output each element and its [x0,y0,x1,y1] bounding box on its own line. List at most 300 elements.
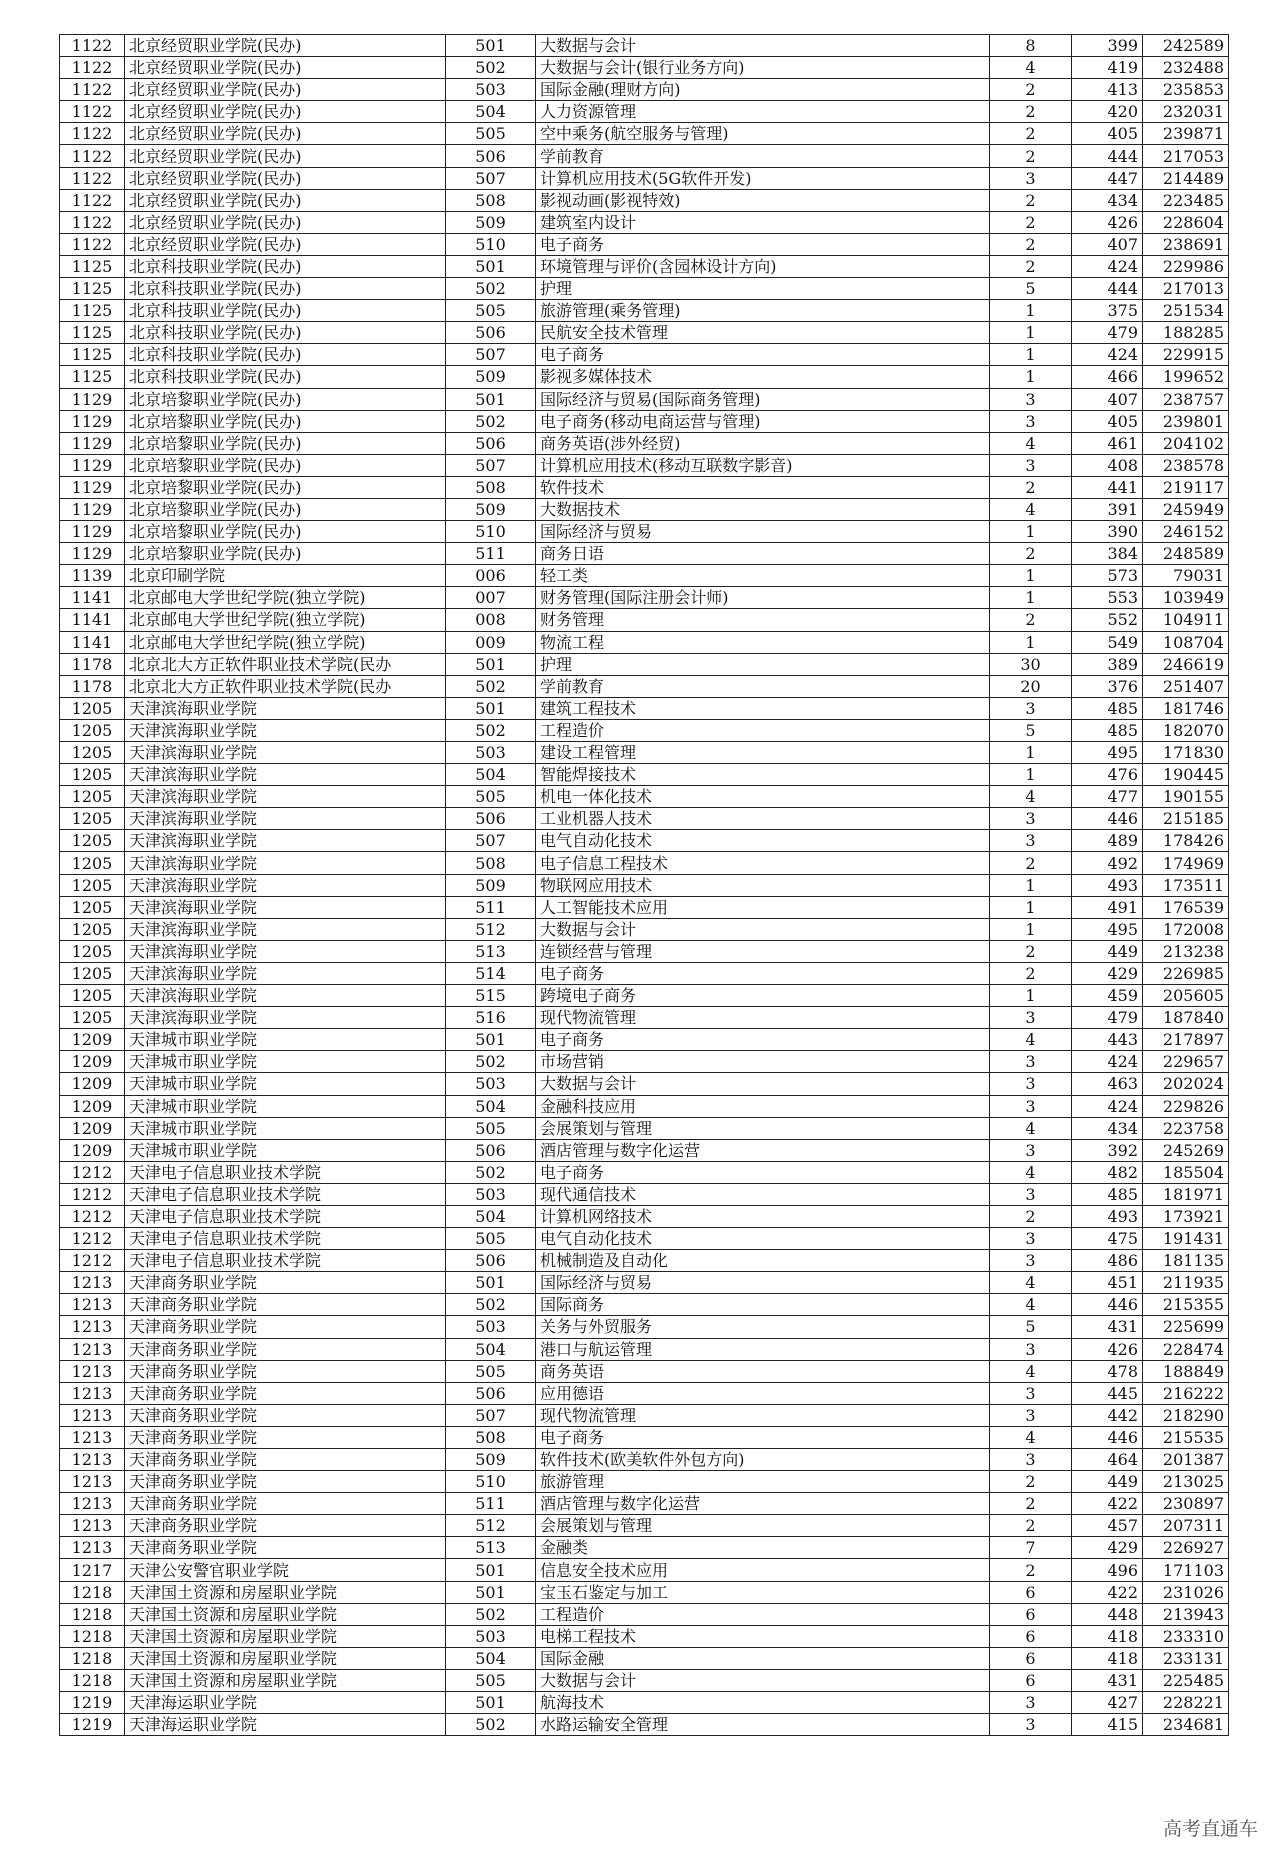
table-row [60,1360,1229,1382]
min-score-cell: 451 [1072,1272,1143,1294]
school-name-cell: 天津滨海职业学院 [125,940,446,962]
major-code-cell: 503 [446,1316,536,1338]
min-score-cell: 461 [1072,432,1143,454]
min-score-cell: 405 [1072,123,1143,145]
school-code-cell: 1205 [60,874,125,896]
major-code-cell: 508 [446,476,536,498]
major-name-cell: 空中乘务(航空服务与管理) [536,123,990,145]
major-code-cell: 505 [446,1669,536,1691]
major-code-cell: 504 [446,1647,536,1669]
plan-count-cell: 3 [990,388,1072,410]
rank-cell: 229986 [1143,255,1229,277]
major-name-cell: 大数据与会计 [536,35,990,57]
major-code-cell: 504 [446,1095,536,1117]
major-name-cell: 水路运输安全管理 [536,1714,990,1736]
table-row [60,1692,1229,1714]
major-name-cell: 电子商务 [536,1161,990,1183]
plan-count-cell: 2 [990,609,1072,631]
school-code-cell: 1213 [60,1449,125,1471]
major-name-cell: 商务日语 [536,543,990,565]
school-code-cell: 1212 [60,1250,125,1272]
rank-cell: 226985 [1143,962,1229,984]
plan-count-cell: 3 [990,1095,1072,1117]
min-score-cell: 413 [1072,79,1143,101]
school-code-cell: 1205 [60,940,125,962]
school-name-cell: 天津国土资源和房屋职业学院 [125,1603,446,1625]
rank-cell: 238578 [1143,454,1229,476]
major-code-cell: 502 [446,278,536,300]
school-name-cell: 北京经贸职业学院(民办) [125,101,446,123]
major-code-cell: 502 [446,1714,536,1736]
min-score-cell: 491 [1072,896,1143,918]
school-code-cell: 1219 [60,1714,125,1736]
major-code-cell: 008 [446,609,536,631]
school-name-cell: 北京科技职业学院(民办) [125,344,446,366]
school-code-cell: 1209 [60,1117,125,1139]
min-score-cell: 446 [1072,1294,1143,1316]
major-code-cell: 502 [446,1161,536,1183]
school-code-cell: 1218 [60,1625,125,1647]
major-code-cell: 505 [446,1117,536,1139]
plan-count-cell: 4 [990,432,1072,454]
rank-cell: 202024 [1143,1073,1229,1095]
major-code-cell: 509 [446,366,536,388]
rank-cell: 228604 [1143,211,1229,233]
table-row [60,1205,1229,1227]
table-row [60,830,1229,852]
plan-count-cell: 3 [990,830,1072,852]
major-code-cell: 510 [446,521,536,543]
major-name-cell: 工业机器人技术 [536,808,990,830]
major-code-cell: 516 [446,1007,536,1029]
table-row [60,366,1229,388]
school-code-cell: 1122 [60,35,125,57]
school-code-cell: 1122 [60,101,125,123]
major-code-cell: 509 [446,498,536,520]
school-code-cell: 1122 [60,79,125,101]
table-row [60,1272,1229,1294]
school-code-cell: 1218 [60,1647,125,1669]
major-name-cell: 大数据技术 [536,498,990,520]
table-row [60,609,1229,631]
major-name-cell: 计算机网络技术 [536,1205,990,1227]
school-name-cell: 北京培黎职业学院(民办) [125,388,446,410]
plan-count-cell: 4 [990,57,1072,79]
plan-count-cell: 1 [990,344,1072,366]
major-code-cell: 501 [446,1272,536,1294]
table-row [60,1426,1229,1448]
school-name-cell: 北京培黎职业学院(民办) [125,543,446,565]
min-score-cell: 489 [1072,830,1143,852]
major-name-cell: 电子商务 [536,1029,990,1051]
rank-cell: 188285 [1143,322,1229,344]
rank-cell: 246619 [1143,653,1229,675]
min-score-cell: 459 [1072,985,1143,1007]
table-row [60,1007,1229,1029]
plan-count-cell: 6 [990,1603,1072,1625]
major-name-cell: 影视动画(影视特效) [536,189,990,211]
table-row [60,432,1229,454]
table-row [60,1382,1229,1404]
school-name-cell: 天津滨海职业学院 [125,874,446,896]
school-name-cell: 天津滨海职业学院 [125,830,446,852]
major-name-cell: 旅游管理 [536,1471,990,1493]
rank-cell: 213238 [1143,940,1229,962]
major-name-cell: 电子商务 [536,1426,990,1448]
plan-count-cell: 4 [990,1272,1072,1294]
table-row [60,1095,1229,1117]
table-row [60,852,1229,874]
school-code-cell: 1125 [60,366,125,388]
major-name-cell: 大数据与会计 [536,1073,990,1095]
table-row [60,476,1229,498]
school-name-cell: 北京培黎职业学院(民办) [125,454,446,476]
major-code-cell: 506 [446,432,536,454]
school-name-cell: 天津滨海职业学院 [125,896,446,918]
table-row [60,985,1229,1007]
school-code-cell: 1205 [60,808,125,830]
rank-cell: 229915 [1143,344,1229,366]
plan-count-cell: 30 [990,653,1072,675]
major-code-cell: 505 [446,1360,536,1382]
plan-count-cell: 3 [990,410,1072,432]
school-name-cell: 天津滨海职业学院 [125,786,446,808]
rank-cell: 215535 [1143,1426,1229,1448]
min-score-cell: 496 [1072,1559,1143,1581]
rank-cell: 232031 [1143,101,1229,123]
min-score-cell: 429 [1072,1537,1143,1559]
major-name-cell: 国际经济与贸易(国际商务管理) [536,388,990,410]
plan-count-cell: 3 [990,1692,1072,1714]
major-name-cell: 金融类 [536,1537,990,1559]
school-code-cell: 1129 [60,454,125,476]
major-code-cell: 506 [446,145,536,167]
rank-cell: 231026 [1143,1581,1229,1603]
min-score-cell: 479 [1072,322,1143,344]
major-code-cell: 510 [446,233,536,255]
major-name-cell: 电子商务(移动电商运营与管理) [536,410,990,432]
min-score-cell: 422 [1072,1493,1143,1515]
min-score-cell: 408 [1072,454,1143,476]
min-score-cell: 442 [1072,1404,1143,1426]
school-name-cell: 天津国土资源和房屋职业学院 [125,1625,446,1647]
major-code-cell: 501 [446,653,536,675]
rank-cell: 182070 [1143,719,1229,741]
school-code-cell: 1213 [60,1316,125,1338]
rank-cell: 187840 [1143,1007,1229,1029]
min-score-cell: 477 [1072,786,1143,808]
min-score-cell: 399 [1072,35,1143,57]
table-row [60,653,1229,675]
min-score-cell: 485 [1072,1183,1143,1205]
plan-count-cell: 1 [990,896,1072,918]
plan-count-cell: 2 [990,1205,1072,1227]
school-name-cell: 天津滨海职业学院 [125,985,446,1007]
plan-count-cell: 1 [990,366,1072,388]
plan-count-cell: 1 [990,985,1072,1007]
school-name-cell: 天津海运职业学院 [125,1692,446,1714]
school-name-cell: 北京科技职业学院(民办) [125,300,446,322]
school-name-cell: 天津商务职业学院 [125,1360,446,1382]
major-code-cell: 502 [446,410,536,432]
rank-cell: 216222 [1143,1382,1229,1404]
plan-count-cell: 5 [990,719,1072,741]
rank-cell: 218290 [1143,1404,1229,1426]
school-code-cell: 1125 [60,255,125,277]
major-code-cell: 505 [446,1228,536,1250]
plan-count-cell: 3 [990,1250,1072,1272]
rank-cell: 104911 [1143,609,1229,631]
plan-count-cell: 2 [990,123,1072,145]
major-code-cell: 506 [446,1139,536,1161]
plan-count-cell: 3 [990,1139,1072,1161]
major-name-cell: 现代物流管理 [536,1404,990,1426]
rank-cell: 233310 [1143,1625,1229,1647]
school-name-cell: 北京印刷学院 [125,565,446,587]
school-code-cell: 1218 [60,1603,125,1625]
major-code-cell: 508 [446,852,536,874]
min-score-cell: 486 [1072,1250,1143,1272]
table-row [60,344,1229,366]
rank-cell: 207311 [1143,1515,1229,1537]
major-name-cell: 学前教育 [536,675,990,697]
plan-count-cell: 4 [990,1360,1072,1382]
school-name-cell: 北京经贸职业学院(民办) [125,211,446,233]
major-name-cell: 国际金融 [536,1647,990,1669]
major-name-cell: 大数据与会计 [536,918,990,940]
major-code-cell: 506 [446,322,536,344]
plan-count-cell: 2 [990,1471,1072,1493]
min-score-cell: 441 [1072,476,1143,498]
plan-count-cell: 3 [990,1449,1072,1471]
rank-cell: 239871 [1143,123,1229,145]
major-code-cell: 501 [446,1581,536,1603]
plan-count-cell: 3 [990,1183,1072,1205]
rank-cell: 245269 [1143,1139,1229,1161]
table-row [60,587,1229,609]
major-code-cell: 009 [446,631,536,653]
major-name-cell: 现代物流管理 [536,1007,990,1029]
min-score-cell: 549 [1072,631,1143,653]
min-score-cell: 449 [1072,940,1143,962]
rank-cell: 229657 [1143,1051,1229,1073]
table-row [60,410,1229,432]
major-code-cell: 501 [446,697,536,719]
min-score-cell: 444 [1072,145,1143,167]
school-code-cell: 1209 [60,1139,125,1161]
min-score-cell: 482 [1072,1161,1143,1183]
rank-cell: 233131 [1143,1647,1229,1669]
table-row [60,145,1229,167]
plan-count-cell: 2 [990,101,1072,123]
school-name-cell: 天津商务职业学院 [125,1449,446,1471]
plan-count-cell: 3 [990,167,1072,189]
school-code-cell: 1212 [60,1205,125,1227]
school-code-cell: 1213 [60,1338,125,1360]
school-name-cell: 天津海运职业学院 [125,1714,446,1736]
min-score-cell: 424 [1072,1095,1143,1117]
school-name-cell: 天津商务职业学院 [125,1338,446,1360]
min-score-cell: 431 [1072,1316,1143,1338]
school-code-cell: 1129 [60,476,125,498]
major-name-cell: 宝玉石鉴定与加工 [536,1581,990,1603]
table-row [60,1603,1229,1625]
school-code-cell: 1205 [60,719,125,741]
major-name-cell: 电梯工程技术 [536,1625,990,1647]
school-name-cell: 天津商务职业学院 [125,1272,446,1294]
school-code-cell: 1129 [60,410,125,432]
plan-count-cell: 20 [990,675,1072,697]
plan-count-cell: 1 [990,874,1072,896]
rank-cell: 190155 [1143,786,1229,808]
plan-count-cell: 1 [990,587,1072,609]
major-code-cell: 503 [446,1183,536,1205]
school-name-cell: 北京培黎职业学院(民办) [125,498,446,520]
school-code-cell: 1218 [60,1669,125,1691]
school-code-cell: 1122 [60,211,125,233]
major-code-cell: 509 [446,211,536,233]
major-name-cell: 港口与航运管理 [536,1338,990,1360]
rank-cell: 228474 [1143,1338,1229,1360]
min-score-cell: 443 [1072,1029,1143,1051]
school-name-cell: 北京经贸职业学院(民办) [125,233,446,255]
major-code-cell: 506 [446,808,536,830]
plan-count-cell: 3 [990,1382,1072,1404]
school-code-cell: 1129 [60,521,125,543]
rank-cell: 217013 [1143,278,1229,300]
school-code-cell: 1213 [60,1471,125,1493]
major-name-cell: 人工智能技术应用 [536,896,990,918]
plan-count-cell: 6 [990,1669,1072,1691]
major-code-cell: 507 [446,1404,536,1426]
watermark-text: 高考直通车 [1162,1818,1258,1840]
rank-cell: 201387 [1143,1449,1229,1471]
major-code-cell: 508 [446,1426,536,1448]
major-name-cell: 关务与外贸服务 [536,1316,990,1338]
school-code-cell: 1213 [60,1360,125,1382]
school-code-cell: 1209 [60,1029,125,1051]
min-score-cell: 434 [1072,189,1143,211]
major-code-cell: 513 [446,940,536,962]
plan-count-cell: 2 [990,145,1072,167]
major-name-cell: 软件技术 [536,476,990,498]
plan-count-cell: 6 [990,1647,1072,1669]
school-name-cell: 天津商务职业学院 [125,1316,446,1338]
min-score-cell: 457 [1072,1515,1143,1537]
table-row [60,1404,1229,1426]
plan-count-cell: 2 [990,940,1072,962]
major-code-cell: 502 [446,719,536,741]
rank-cell: 173511 [1143,874,1229,896]
table-row [60,1449,1229,1471]
school-name-cell: 天津滨海职业学院 [125,697,446,719]
table-row [60,1029,1229,1051]
major-name-cell: 建筑工程技术 [536,697,990,719]
min-score-cell: 485 [1072,697,1143,719]
rank-cell: 226927 [1143,1537,1229,1559]
table-row [60,565,1229,587]
rank-cell: 225699 [1143,1316,1229,1338]
min-score-cell: 434 [1072,1117,1143,1139]
table-row [60,764,1229,786]
school-name-cell: 天津滨海职业学院 [125,962,446,984]
major-name-cell: 电子商务 [536,962,990,984]
table-row [60,300,1229,322]
major-name-cell: 跨境电子商务 [536,985,990,1007]
school-name-cell: 天津商务职业学院 [125,1493,446,1515]
major-code-cell: 007 [446,587,536,609]
major-name-cell: 民航安全技术管理 [536,322,990,344]
rank-cell: 223758 [1143,1117,1229,1139]
school-code-cell: 1213 [60,1426,125,1448]
school-name-cell: 天津电子信息职业技术学院 [125,1161,446,1183]
rank-cell: 219117 [1143,476,1229,498]
table-row [60,1471,1229,1493]
school-name-cell: 天津商务职业学院 [125,1294,446,1316]
major-name-cell: 电子商务 [536,344,990,366]
major-name-cell: 电子商务 [536,233,990,255]
rank-cell: 217053 [1143,145,1229,167]
school-code-cell: 1178 [60,675,125,697]
school-code-cell: 1213 [60,1294,125,1316]
major-name-cell: 应用德语 [536,1382,990,1404]
school-name-cell: 天津城市职业学院 [125,1029,446,1051]
school-code-cell: 1218 [60,1581,125,1603]
plan-count-cell: 2 [990,255,1072,277]
min-score-cell: 466 [1072,366,1143,388]
table-row [60,498,1229,520]
table-row [60,719,1229,741]
rank-cell: 246152 [1143,521,1229,543]
min-score-cell: 375 [1072,300,1143,322]
rank-cell: 181746 [1143,697,1229,719]
rank-cell: 176539 [1143,896,1229,918]
school-code-cell: 1125 [60,344,125,366]
plan-count-cell: 3 [990,808,1072,830]
rank-cell: 238757 [1143,388,1229,410]
school-code-cell: 1205 [60,742,125,764]
table-body [60,35,1229,1736]
rank-cell: 185504 [1143,1161,1229,1183]
school-code-cell: 1129 [60,432,125,454]
major-name-cell: 现代通信技术 [536,1183,990,1205]
min-score-cell: 376 [1072,675,1143,697]
table-row [60,808,1229,830]
rank-cell: 229826 [1143,1095,1229,1117]
table-row [60,1647,1229,1669]
rank-cell: 191431 [1143,1228,1229,1250]
school-name-cell: 天津电子信息职业技术学院 [125,1228,446,1250]
table-row [60,1183,1229,1205]
rank-cell: 178426 [1143,830,1229,852]
major-code-cell: 507 [446,830,536,852]
plan-count-cell: 6 [990,1581,1072,1603]
major-name-cell: 影视多媒体技术 [536,366,990,388]
table-row [60,918,1229,940]
major-name-cell: 工程造价 [536,1603,990,1625]
min-score-cell: 495 [1072,918,1143,940]
min-score-cell: 422 [1072,1581,1143,1603]
school-code-cell: 1141 [60,631,125,653]
school-code-cell: 1209 [60,1051,125,1073]
school-code-cell: 1141 [60,609,125,631]
school-name-cell: 北京经贸职业学院(民办) [125,57,446,79]
major-code-cell: 504 [446,764,536,786]
school-name-cell: 天津商务职业学院 [125,1426,446,1448]
admission-table [59,34,1229,1736]
major-code-cell: 501 [446,1029,536,1051]
school-name-cell: 天津电子信息职业技术学院 [125,1205,446,1227]
